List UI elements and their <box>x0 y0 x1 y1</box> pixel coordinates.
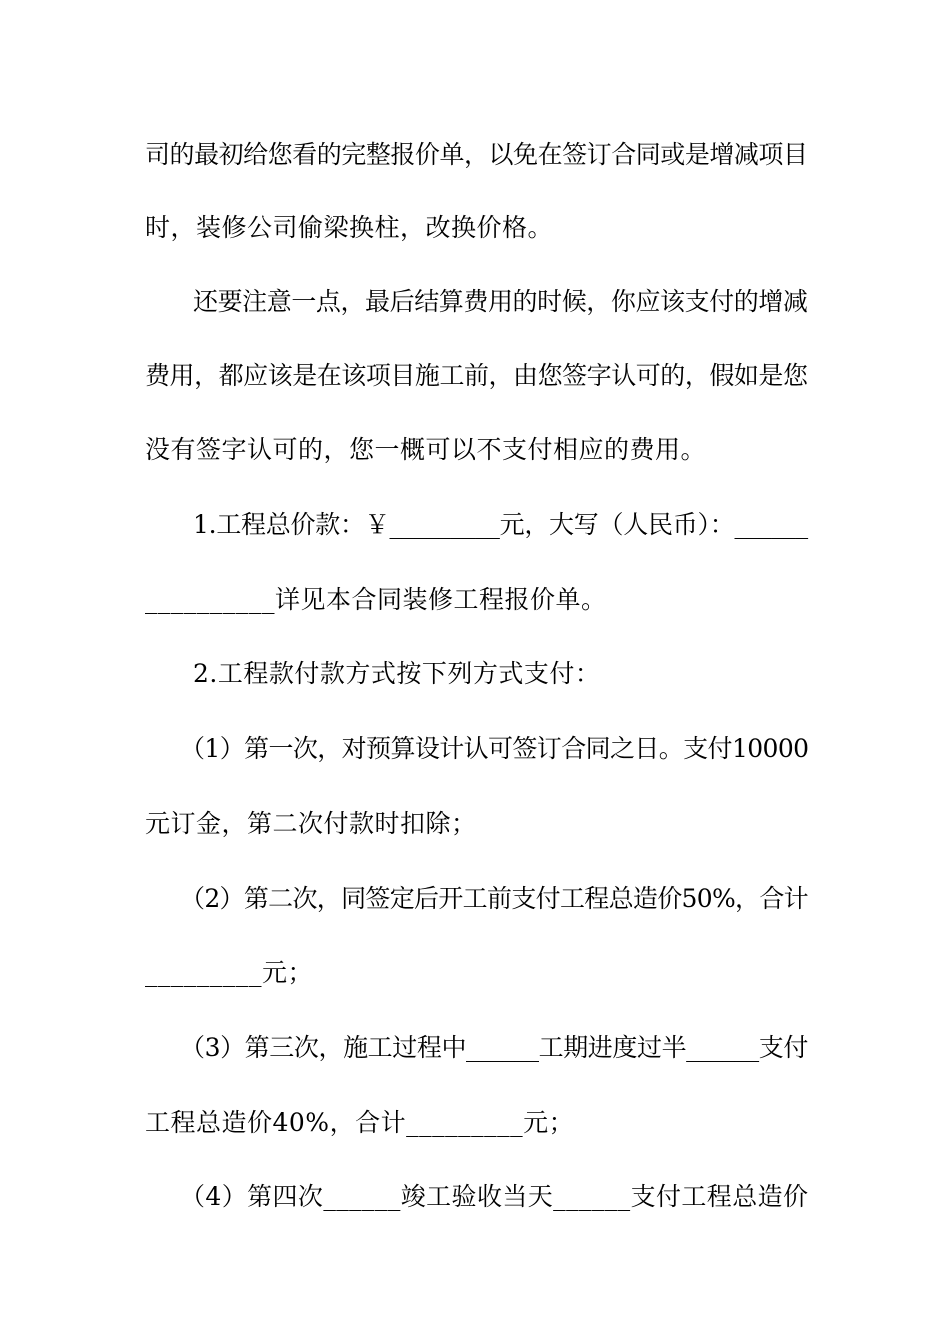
text-line: （2）第二次，同签定后开工前支付工程总造价50%，合计 <box>180 884 808 913</box>
text-line: 元订金，第二次付款时扣除； <box>145 809 477 838</box>
text-line: _________元； <box>145 958 314 987</box>
text-line: （1）第一次，对预算设计认可签订合同之日。支付10000 <box>180 734 809 763</box>
text-line: 还要注意一点，最后结算费用的时候，你应该支付的增减 <box>193 287 808 316</box>
text-line: 没有签字认可的，您一概可以不支付相应的费用。 <box>145 435 707 464</box>
text-line: 2.工程款付款方式按下列方式支付： <box>193 659 601 688</box>
text-line: __________详见本合同装修工程报价单。 <box>145 585 607 614</box>
text-line: 费用，都应该是在该项目施工前，由您签字认可的，假如是您 <box>145 361 808 390</box>
text-line: 工程总造价40%，合计_________元； <box>145 1108 575 1137</box>
text-line: 时，装修公司偷梁换柱，改换价格。 <box>145 213 554 242</box>
text-line: （4）第四次______竣工验收当天______支付工程总造价 <box>180 1182 809 1211</box>
text-line: （3）第三次，施工过程中______工期进度过半______支付 <box>180 1033 808 1062</box>
text-line: 司的最初给您看的完整报价单，以免在签订合同或是增减项目 <box>145 140 808 169</box>
text-line: 1.工程总价款：￥_________元，大写（人民币）：______ <box>193 510 808 539</box>
